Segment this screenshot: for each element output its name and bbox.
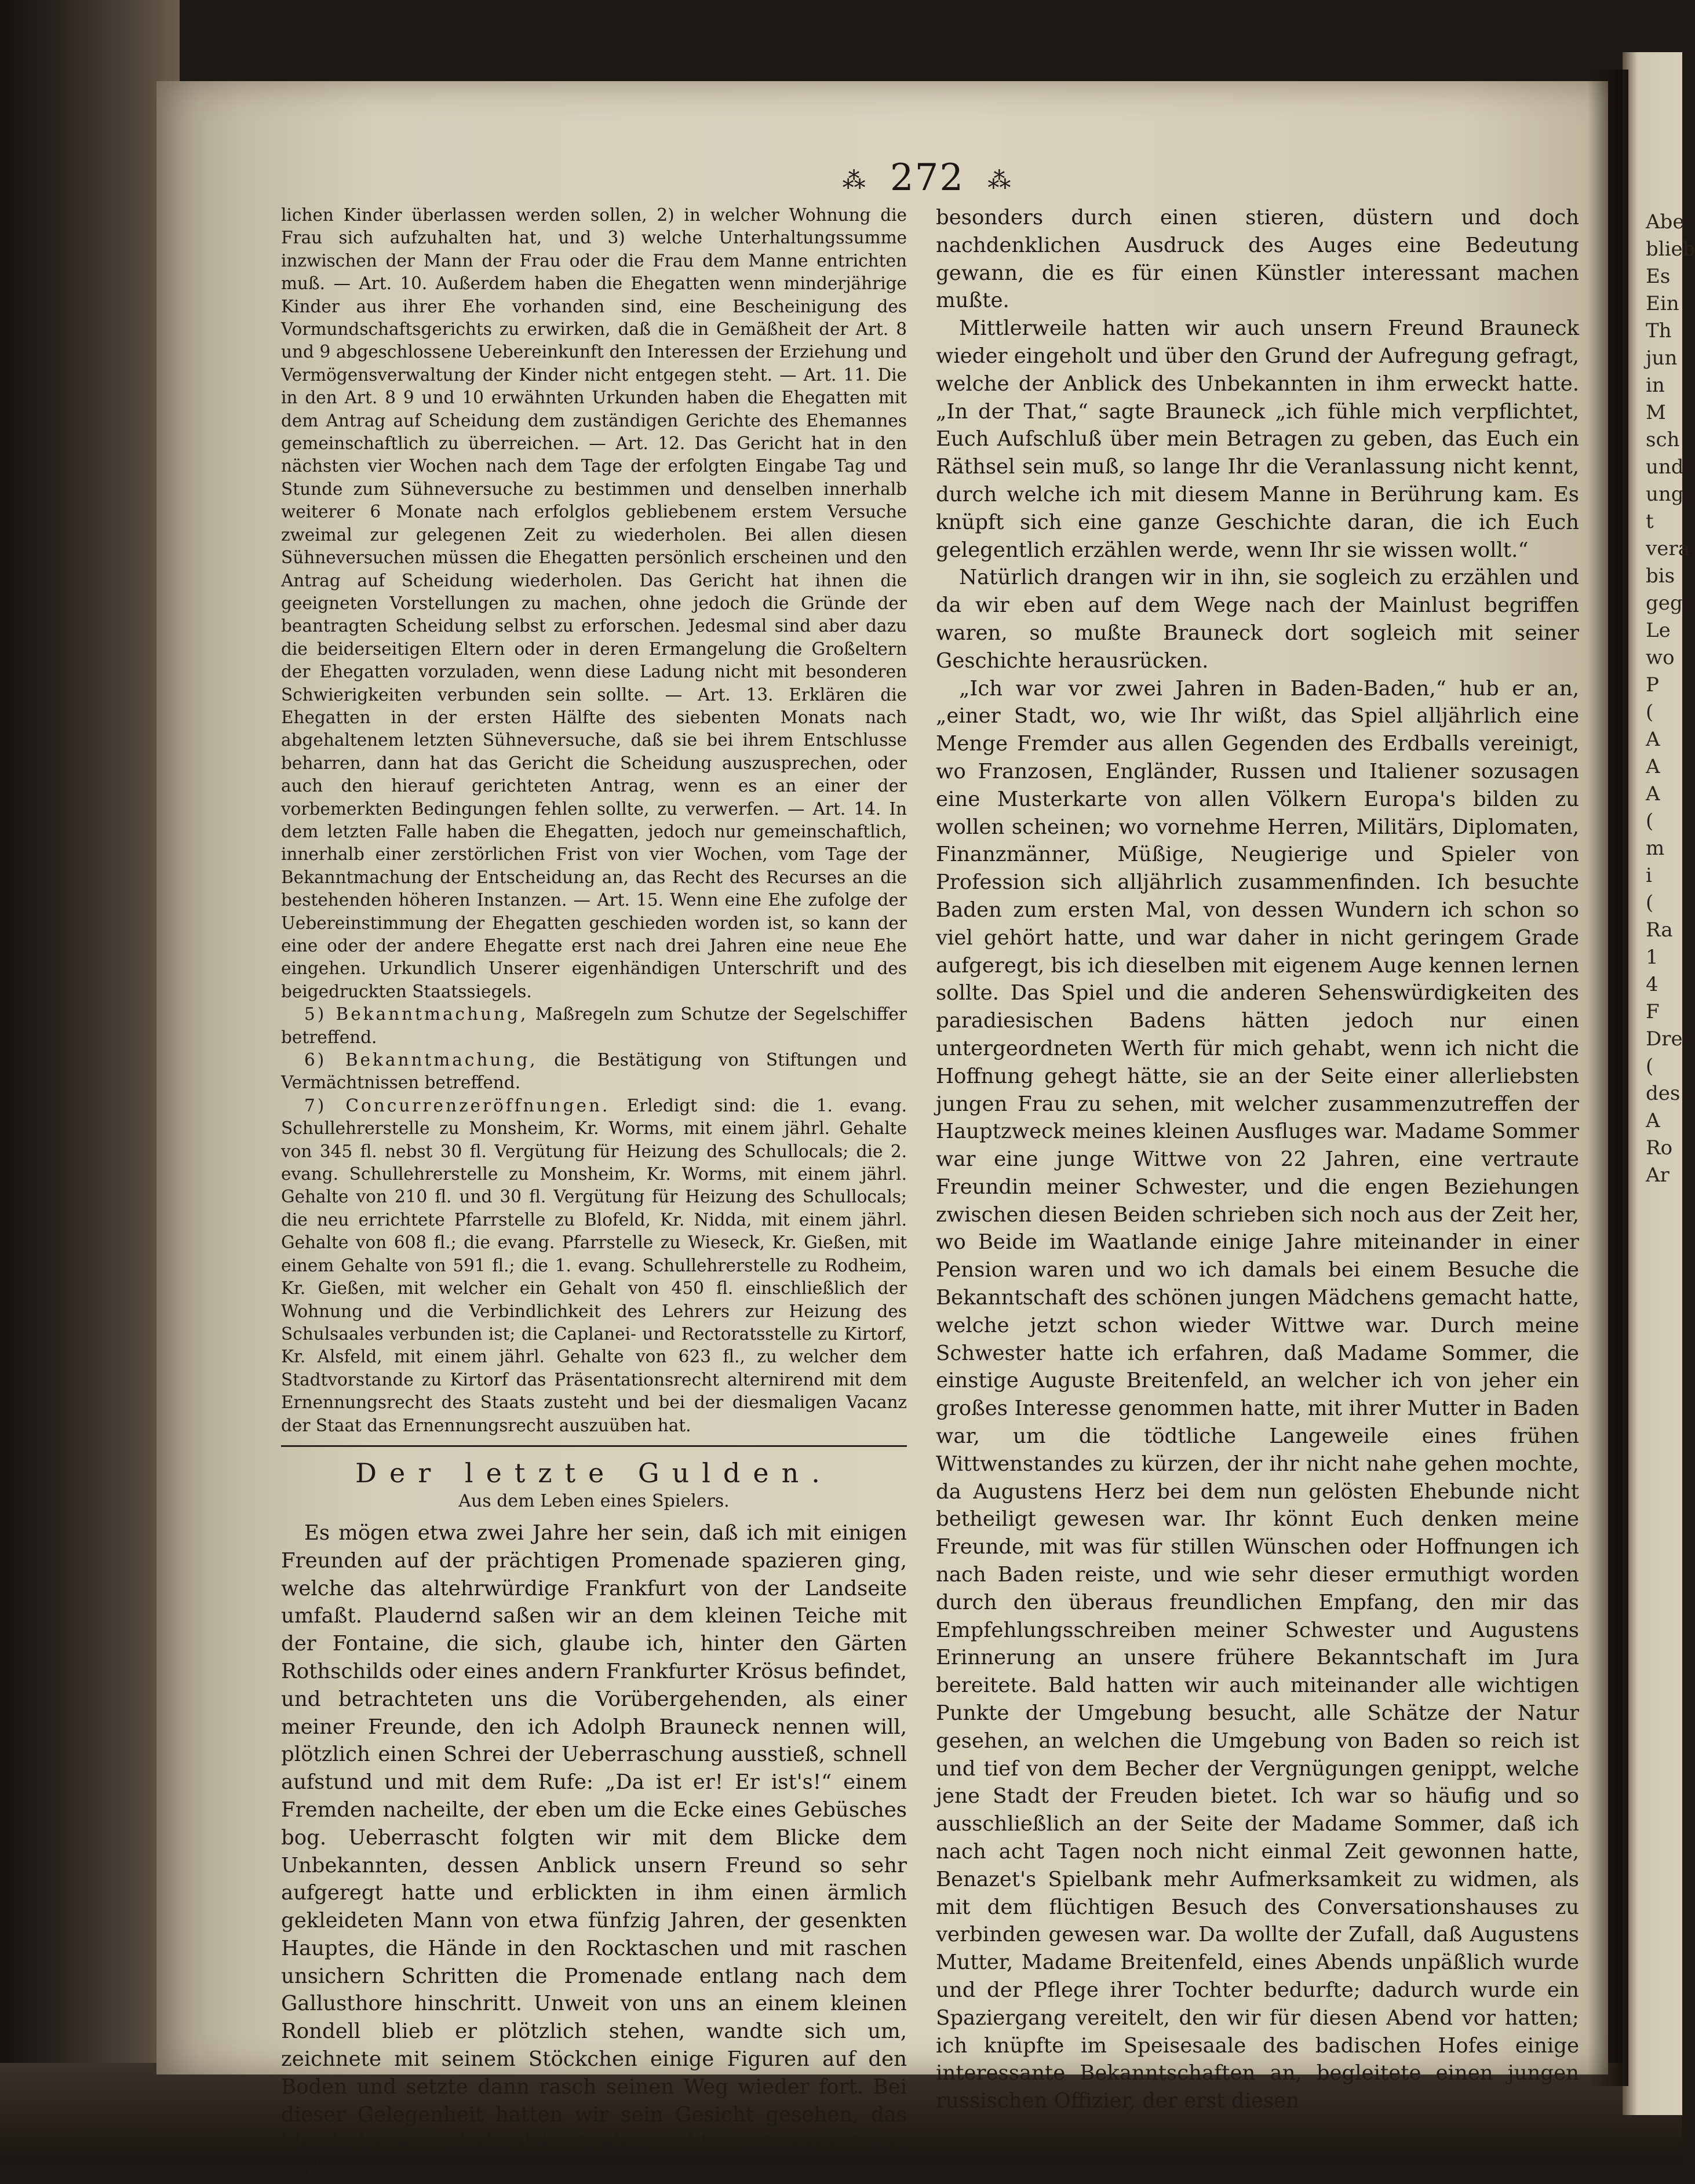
notice-item-7-label: 7) Concurrenzeröffnungen.: [304, 1095, 610, 1115]
next-page-fragment: (: [1646, 891, 1654, 914]
notice-item-7-text: Erledigt sind: die 1. evang. Schullehrerstelle zu Monsheim, Kr. Worms, mit einem jährl. Gehalte von 345 fl. nebst 30 fl. Vergütung für Heizung des Schullocals; die 2. evang. Schullehrerstelle zu Monsheim, Kr. Worms, mit einem jährl. Gehalte von 210 fl. und 30 fl. Vergütung für Heizung des Schullocals; die neu errichtete Pfarrstelle zu Blofeld, Kr. Nidda, mit einem jährl. Gehalte von 608 fl.; die evang. Pfarrstelle zu Wieseck, Kr. Gießen, mit einem Gehalte von 591 fl.; die 1. evang. Schullehrerstelle zu Rodheim, Kr. Gießen, mit welcher ein Gehalt von 450 fl. einschließlich der Wohnung und die Verbindlichkeit des Lehrers zur Heizung des Schulsaales verbunden ist; die Caplanei- und Rectoratsstelle zu Kirtorf, Kr. Alsfeld, mit einem jährl. Gehalte von 623 fl., zu welcher dem Stadtvorstande zu Kirtorf das Präsentationsrecht alternirend mit dem Ernennungsrecht des Staats zusteht und bei der diesmaligen Vacanz der Staat das Ernennungsrecht auszuüben hat.: [281, 1095, 907, 1435]
section-divider: [281, 1445, 907, 1447]
next-page-fragment: A: [1646, 782, 1660, 805]
page-header: [811, 156, 1043, 199]
story-paragraph-mainlust: Natürlich drangen wir in ihn, sie sogleich zu erzählen und da wir eben auf dem Wege nach der Mainlust begriffen waren, so mußte Brauneck dort sogleich mit seiner Geschichte herausrücken.: [936, 566, 1579, 673]
next-page-fragment: Ar: [1646, 1164, 1670, 1187]
notice-item-5-text: Maßregeln zum Schutze der Segelschiffer betreffend.: [281, 1004, 907, 1047]
next-page-fragment: P: [1646, 673, 1659, 697]
story-paragraph-brauneck: Mittlerweile hatten wir auch unsern Freund Brauneck wieder eingeholt und über den Grund der Aufregung gefragt, welche der Anblick des Unbekannten in ihm erweckt hatte. „In der That,“ sagte Brauneck „ich fühle mich verpflichtet, Euch Aufschluß über mein Betragen zu geben, das Euch ein Räthsel sein muß, so lange Ihr die Veranlassung nicht kennt, durch welche ich mit diesem Manne in Berührung kam. Es knüpft sich eine ganze Geschichte daran, die ich Euch gelegentlich erzählen werde, wenn Ihr sie wissen wollt.“: [936, 316, 1579, 562]
next-page-fragment: und: [1646, 455, 1684, 479]
next-page-fragment: Dre: [1646, 1027, 1683, 1051]
next-page-fragment: 1: [1646, 946, 1658, 969]
next-page-fragment: Es: [1646, 265, 1671, 288]
next-page-fragment: blieb: [1646, 238, 1695, 261]
next-page-fragment: (: [1646, 701, 1654, 724]
story-paragraph-baden: „Ich war vor zwei Jahren in Baden-Baden,“ hub er an, „einer Stadt, wo, wie Ihr wißt, das Spiel alljährlich eine Menge Fremder aus allen Gegenden des Erdballs vereinigt, wo Franzosen, Engländer, Russen und Italiener sozusagen eine Musterkarte von allen Völkern Europa's bilden zu wollen scheinen; wo vornehme Herren, Militärs, Diplomaten, Finanzmänner, Müßige, Neugierige und Spieler von Profession sich alljährlich zusammenfinden. Ich besuchte Baden zum ersten Mal, von dessen Wundern ich schon so viel gehört hatte, und war daher in nicht geringem Grade aufgeregt, bis ich dieselben mit eigenem Auge kennen lernen sollte. Das Spiel und die anderen Sehenswürdigkeiten des paradiesischen Badens hätten jedoch nur einen untergeordneten Werth für mich gehabt, wenn ich nicht die Hoffnung gehegt hätte, sie an der Seite einer allerliebsten jungen Frau zu sehen, mit welcher zusammenzutreffen der Hauptzweck meines kleinen Ausfluges war. Madame Sommer war eine junge Wittwe von 22 Jahren, eine vertraute Freundin meiner Schwester, und die engen Beziehungen zwischen diesen Beiden schrieben sich noch aus der Zeit her, wo Beide im Waatlande einige Jahre miteinander in einer Pension waren und wo ich damals bei einem Besuche die Bekanntschaft des schönen jungen Mädchens gemacht hatte, welche jetzt schon wieder Wittwe war. Durch meine Schwester hatte ich erfahren, daß Madame Sommer, die einstige Auguste Breitenfeld, an welcher ich von jeher ein großes Interesse genommen hatte, mit ihrer Mutter in Baden war, um die tödtliche Langeweile eines frühen Wittwenstandes zu kürzen, der ihr nicht nahe gehen mochte, da Augustens Herz bei dem nun gelösten Ehebunde nicht betheiligt gewesen war. Ihr könnt Euch denken meine Freunde, mit was für stillen Wünschen oder Hoffnungen ich nach Baden reiste, und wie sehr dieser ermuthigt worden durch den überaus freundlichen Empfang, den mir das Empfehlungsschreiben meiner Schwester und Augustens Erinnerung an unsere frühere Bekanntschaft im Jura bereitete. Bald hatten wir auch miteinander alle wichtigen Punkte der Umgebung besucht, alle Schätze der Natur gesehen, an welchen die Umgebung von Baden so reich ist und tief von dem Becher der Vergnügungen genippt, welche jene Stadt der Freuden bietet. Ich war so häufig und so ausschließlich an der Seite der Madame Sommer, daß ich nach acht Tagen noch nicht einmal Zeit gewonnen hatte, Benazet's Spielbank mehr Aufmerksamkeit zu widmen, als mit dem flüchtigen Besuch des Conversationshauses zu verbinden gewesen war. Da wollte der Zufall, daß Augustens Mutter, Madame Breitenfeld, eines Abends unpäßlich wurde und der Pflege ihrer Tochter bedurfte; dadurch wurde ein Spaziergang vereitelt, den wir für diesen Abend vor hatten; ich knüpfte im Speisesaale des badischen Hofes einige interessante Bekanntschaften an, begleitete einen jungen russischen Offizier, der erst diesen: [936, 676, 1579, 2113]
page-number: 272: [890, 156, 965, 199]
header-ornament-left: ⁂: [842, 167, 867, 194]
notice-item-7: [281, 1095, 907, 1437]
next-page-fragment: m: [1646, 837, 1665, 860]
story-paragraph: Es mögen etwa zwei Jahre her sein, daß ich mit einigen Freunden auf der prächtigen Promenade spazieren ging, welche das altehrwürdige Frankfurt von der Landseite umfaßt. Plaudernd saßen wir an dem kleinen Teiche mit der Fontaine, die sich, glaube ich, hinter den Gärten Rothschilds oder eines andern Frankfurter Krösus befindet, und betrachteten uns die Vorübergehenden, als einer meiner Freunde, den ich Adolph Brauneck nennen will, plötzlich einen Schrei der Ueberraschung ausstieß, schnell aufstund und mit dem Rufe: „Da ist er! Er ist's!“ einem Fremden nacheilte, der eben um die Ecke eines Gebüsches bog. Ueberrascht folgten wir mit dem Blicke dem Unbekannten, dessen Anblick unsern Freund so sehr aufgeregt hatte und erblickten in ihm einen ärmlich gekleideten Mann von etwa fünfzig Jahren, der gesenkten Hauptes, die Hände in den Rocktaschen und mit raschen unsichern Schritten die Promenade entlang nach dem Gallusthore hinschritt. Unweit von uns an einem kleinen Rondell blieb er plötzlich stehen, wandte sich um, zeichnete mit seinem Stöckchen einige Figuren auf den Boden und setzte dann rasch seinen Weg wieder fort. Bei dieser Gelegenheit hatten wir sein Gesicht gesehen, das bleich, hager und abgehärmt, aber nicht uninteressant war und: [281, 1521, 907, 2182]
notice-item-6: [281, 1049, 907, 1095]
next-page-fragment: geg: [1646, 592, 1683, 615]
next-page-fragment: M: [1646, 401, 1666, 424]
next-page-fragment: A: [1646, 728, 1660, 751]
next-page-fragment: (: [1646, 810, 1654, 833]
next-page-fragment: vera: [1646, 537, 1690, 560]
gutter-shadow: [1588, 70, 1628, 2086]
next-page-fragment: Ro: [1646, 1136, 1673, 1160]
next-page-fragment: Ra: [1646, 918, 1673, 942]
notice-item-5: [281, 1003, 907, 1049]
next-page-fragment: i: [1646, 864, 1652, 887]
next-page-fragment: 4: [1646, 973, 1658, 996]
right-column: [936, 204, 1579, 2115]
next-page-fragment: jun: [1646, 347, 1678, 370]
next-page-edge: [1623, 52, 1695, 2115]
next-page-fragment: A: [1646, 1109, 1660, 1132]
next-page-fragment: bis: [1646, 564, 1675, 588]
next-page-fragment: A: [1646, 755, 1660, 778]
next-page-fragment: des: [1646, 1082, 1681, 1105]
notice-item-6-label: 6) Bekanntmachung,: [304, 1050, 538, 1070]
next-page-fragment: Abe: [1646, 210, 1685, 234]
next-page-fragment: Ein: [1646, 292, 1679, 315]
next-page-fragment: Le: [1646, 619, 1671, 642]
left-column: [281, 204, 907, 2184]
story-title: Der letzte Gulden.: [355, 1457, 833, 1489]
story-paragraph-continued: besonders durch einen stieren, düstern und doch nachdenklichen Ausdruck des Auges eine Bedeutung gewann, die es für einen Künstler interessant machen mußte.: [936, 206, 1579, 313]
next-page-fragment: F: [1646, 1000, 1660, 1023]
next-page-fragment: ung: [1646, 483, 1684, 506]
next-page-text-fragments: [1623, 209, 1695, 1189]
header-ornament-right: ⁂: [987, 167, 1012, 194]
next-page-fragment: wo: [1646, 646, 1675, 669]
next-page-fragment: in: [1646, 374, 1665, 397]
next-page-fragment: sch: [1646, 428, 1680, 451]
law-articles-paragraph: lichen Kinder überlassen werden sollen, 2) in welcher Wohnung die Frau sich aufzuhalten hat, und 3) welche Unterhaltungssumme inzwischen der Mann der Frau oder die Frau dem Manne entrichten muß. — Art. 10. Außerdem haben die Ehegatten wenn minderjährige Kinder aus ihrer Ehe vorhanden sind, eine Bescheinigung des Vormundschaftsgerichts zu erwirken, daß die in Gemäßheit der Art. 8 und 9 abgeschlossene Uebereinkunft den Interessen der Erziehung und Vermögensverwaltung der Kinder nicht entgegen steht. — Art. 11. Die in den Art. 8 9 und 10 erwähnten Urkunden haben die Ehegatten mit dem Antrag auf Scheidung dem zuständigen Gerichte des Ehemannes gemeinschaftlich zu überreichen. — Art. 12. Das Gericht hat in den nächsten vier Wochen nach dem Tage der erfolgten Eingabe Tag und Stunde zum Sühneversuche zu bestimmen und denselben innerhalb weiterer 6 Monate nach erfolglos gebliebenem erstem Versuche zweimal zur gelegenen Zeit zu wiederholen. Bei allen diesen Sühneversuchen müssen die Ehegatten persönlich erscheinen und den Antrag auf Scheidung wiederholen. Das Gericht hat ihnen die geeigneten Vorstellungen zu machen, ohne jedoch die Gründe der beantragten Scheidung selbst zu erforschen. Jedesmal sind aber dazu die beiderseitigen Eltern oder in deren Ermangelung die Großeltern der Ehegatten vorzuladen, wenn diese Ladung nicht mit besonderen Schwierigkeiten verbunden sein sollte. — Art. 13. Erklären die Ehegatten in der ersten Hälfte des siebenten Monats nach abgehaltenem letzten Sühneversuche, daß sie bei ihrem Entschlusse beharren, dann hat das Gericht die Scheidung auszusprechen, oder auch den hierauf gerichteten Antrag, wenn es an einer der vorbemerkten Bedingungen fehlen sollte, zu verwerfen. — Art. 14. In dem letzten Falle haben die Ehegatten, jedoch nur gemeinschaftlich, innerhalb einer zerstörlichen Frist von vier Wochen, vom Tage der Bekanntmachung der Entscheidung an, das Recht des Recurses an die bestehenden höheren Instanzen. — Art. 15. Wenn eine Ehe zufolge der Uebereinstimmung der Ehegatten geschieden worden ist, so kann der eine oder der andere Ehegatte erst nach drei Jahren eine neue Ehe eingehen. Urkundlich Unserer eigenhändigen Unterschrift und des beigedruckten Staatssiegels.: [281, 205, 907, 1001]
notice-item-6-text: die Bestätigung von Stiftungen und Vermächtnissen betreffend.: [281, 1050, 907, 1093]
notice-item-5-label: 5) Bekanntmachung,: [304, 1004, 528, 1024]
next-page-fragment: t: [1646, 510, 1654, 533]
story-subtitle: Aus dem Leben eines Spielers.: [458, 1490, 730, 1511]
next-page-fragment: (: [1646, 1055, 1654, 1078]
book-left-edge: [0, 0, 180, 2164]
next-page-fragment: Th: [1646, 319, 1672, 342]
